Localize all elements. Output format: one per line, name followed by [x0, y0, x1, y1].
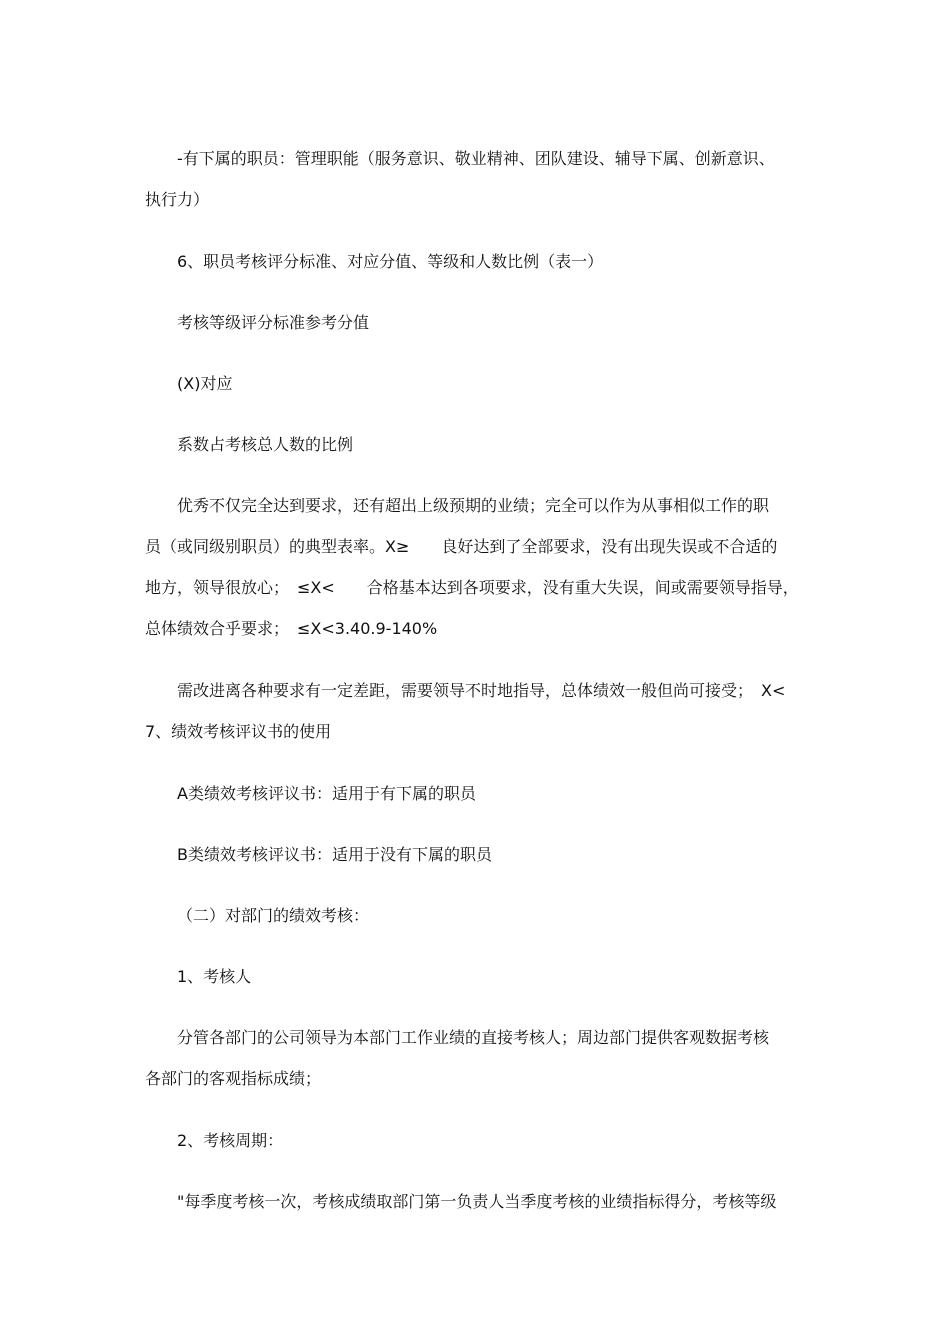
text-line: -有下属的职员：管理职能（服务意识、敬业精神、团队建设、辅导下属、创新意识、	[177, 149, 775, 168]
text-line: 优秀不仅完全达到要求，还有超出上级预期的业绩；完全可以作为从事相似工作的职	[177, 496, 770, 515]
text-line: 员（或同级别职员）的典型表率。X≥ 良好达到了全部要求，没有出现失误或不合适的	[145, 537, 778, 556]
paragraph-grade-descriptions	[145, 485, 825, 649]
text-line: 执行力）	[145, 190, 210, 209]
paragraph-cycle-heading	[145, 1120, 825, 1161]
text-line: A类绩效考核评议书：适用于有下属的职员	[177, 784, 476, 803]
text-line: 地方，领导很放心； ≤X< 合格基本达到各项要求，没有重大失误，间或需要领导指导，	[145, 578, 799, 597]
paragraph-section-6-heading	[145, 241, 825, 282]
text-line: B类绩效考核评议书：适用于没有下属的职员	[177, 845, 492, 864]
text-line: 6、职员考核评分标准、对应分值、等级和人数比例（表一）	[177, 252, 604, 271]
text-line: 分管各部门的公司领导为本部门工作业绩的直接考核人；周边部门提供客观数据考核	[177, 1028, 770, 1047]
paragraph-type-b-form	[145, 834, 825, 875]
text-line: 各部门的客观指标成绩；	[145, 1069, 322, 1088]
paragraph-coefficient-ratio	[145, 424, 825, 465]
paragraph-needs-improvement	[145, 670, 825, 752]
text-line: (X)对应	[177, 374, 233, 393]
paragraph-cycle-description	[145, 1181, 825, 1222]
paragraph-x-corresponding	[145, 363, 825, 404]
text-line: 需改进离各种要求有一定差距，需要领导不时地指导，总体绩效一般但尚可接受； X<	[177, 681, 786, 700]
text-line: 1、考核人	[177, 967, 252, 986]
text-line: 考核等级评分标准参考分值	[177, 313, 370, 332]
paragraph-department-assessment-heading	[145, 895, 825, 936]
text-line: （二）对部门的绩效考核：	[177, 906, 370, 925]
text-line: 2、考核周期：	[177, 1131, 284, 1150]
text-line: 总体绩效合乎要求； ≤X<3.40.9-140%	[145, 619, 438, 638]
paragraph-grade-standard	[145, 302, 825, 343]
text-line: 系数占考核总人数的比例	[177, 435, 354, 454]
paragraph-assessor-heading	[145, 956, 825, 997]
paragraph-type-a-form	[145, 773, 825, 814]
text-line: 7、绩效考核评议书的使用	[145, 722, 332, 741]
text-line: "每季度考核一次，考核成绩取部门第一负责人当季度考核的业绩指标得分，考核等级	[177, 1192, 777, 1211]
paragraph-assessor-description	[145, 1017, 825, 1099]
paragraph-managerial-competencies	[145, 138, 825, 220]
